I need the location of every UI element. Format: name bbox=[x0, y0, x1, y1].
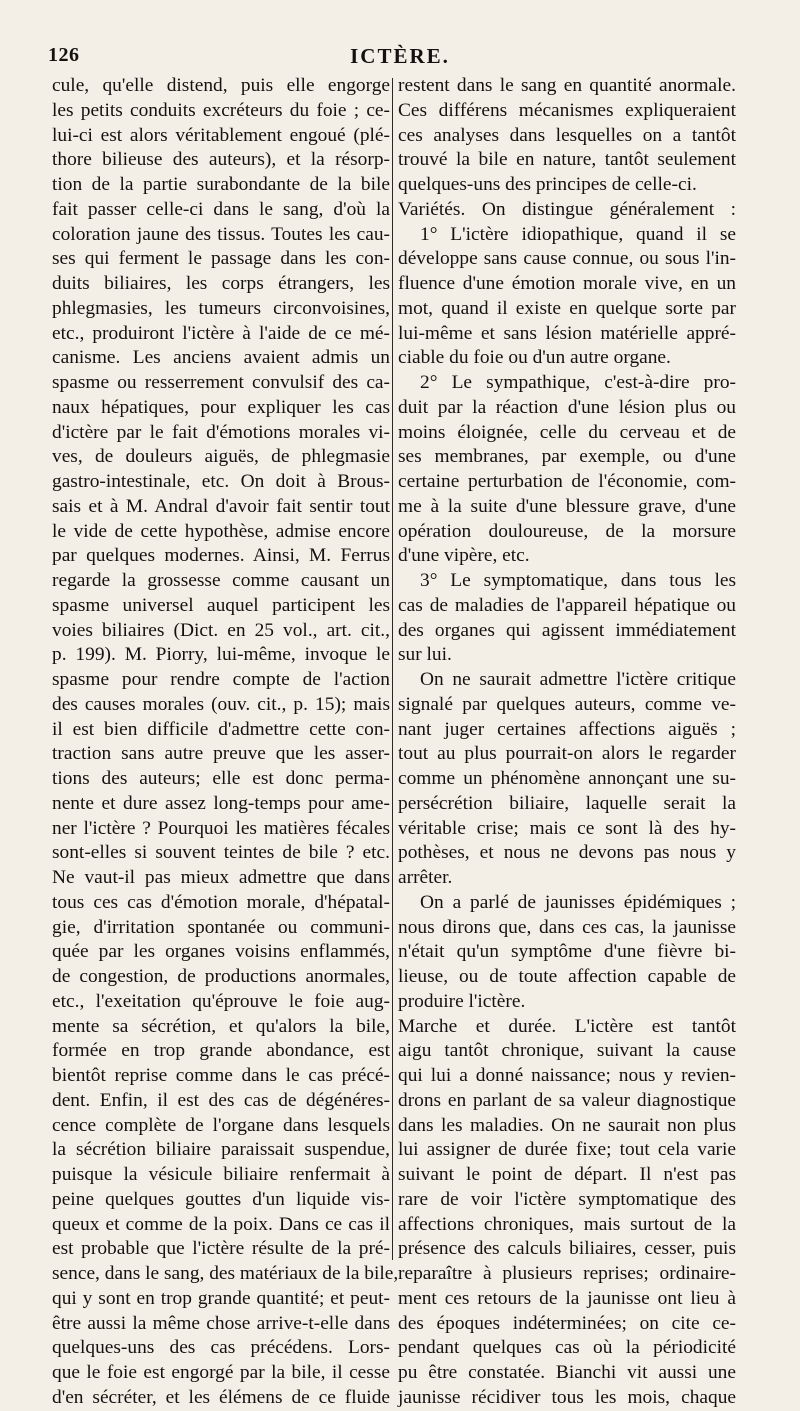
text-line: lui-même et sans lésion matérielle appré- bbox=[398, 322, 736, 344]
text-line: être aussi la même chose arrive-t-elle dans bbox=[52, 1312, 390, 1334]
text-line: quelques-uns des principes de celle-ci. bbox=[398, 174, 697, 195]
text-line: tous ces cas d'émotion morale, d'hépatal- bbox=[52, 891, 390, 913]
text-line: tions des auteurs; elle est donc perma- bbox=[52, 768, 390, 789]
text-line: coloration jaune des tissus. Toutes les cau- bbox=[52, 223, 390, 245]
text-line: etc., l'exeitation qu'éprouve le foie aug- bbox=[52, 990, 390, 1012]
text-line: sais et à M. Andral d'avoir fait sentir tout bbox=[52, 495, 390, 517]
text-line: que le foie est engorgé par la bile, il cesse bbox=[52, 1362, 390, 1383]
text-line: regarde la grossesse comme causant un bbox=[52, 570, 390, 591]
page-number: 126 bbox=[48, 44, 80, 66]
text-line: gastro-intestinale, etc. On doit à Brous- bbox=[52, 471, 390, 492]
text-line: ves, de douleurs aiguës, de phlegmasie bbox=[52, 446, 390, 468]
text-line: nant juger certaines affections aiguës ; bbox=[398, 718, 736, 740]
text-line: On a parlé de jaunisses épidémiques ; bbox=[420, 891, 736, 913]
text-line: duits biliaires, les corps étrangers, les bbox=[52, 273, 390, 294]
text-line: comme un phénomène annonçant une su- bbox=[398, 768, 736, 789]
text-line: lui-ci est alors véritablement engoué (plé- bbox=[52, 124, 390, 146]
text-line: etc., produiront l'ictère à l'aide de ce mé- bbox=[52, 322, 390, 344]
text-line: mot, quand il existe en quelque sorte par bbox=[398, 297, 736, 319]
text-line: présence des calculs biliaires, cesser, puis bbox=[398, 1238, 736, 1260]
text-line: la sécrétion biliaire paraissait suspendue, bbox=[52, 1139, 390, 1161]
text-line: des organes qui agissent immédiatement bbox=[398, 619, 736, 641]
text-line: arrêter. bbox=[398, 867, 453, 888]
text-line: les petits conduits excréteurs du foie ; ce- bbox=[52, 99, 390, 121]
text-line: spasme ou resserrement convulsif des ca- bbox=[52, 372, 390, 393]
text-line: des époques indéterminées; on cite ce- bbox=[398, 1312, 736, 1334]
text-line: 2° Le sympathique, c'est-à-dire pro- bbox=[420, 372, 736, 393]
text-line: duit par la réaction d'une lésion plus ou bbox=[398, 396, 736, 418]
text-line: certaine perturbation de l'économie, com- bbox=[398, 471, 736, 492]
text-line: d'ictère par le fait d'émotions morales vi- bbox=[52, 421, 390, 443]
text-line: véritable crise; mais ce sont là des hy- bbox=[398, 817, 736, 839]
text-line: reparaître à plusieurs reprises; ordinaire- bbox=[398, 1263, 736, 1284]
text-line: jaunisse récidiver tous les mois, chaque bbox=[398, 1386, 736, 1408]
text-line: thore bilieuse des auteurs), et la résorp- bbox=[52, 149, 390, 171]
text-line: sur lui. bbox=[398, 644, 452, 666]
text-line: persécrétion biliaire, laquelle serait la bbox=[398, 792, 736, 814]
text-line: opération douloureuse, de la morsure bbox=[398, 520, 736, 542]
text-line: naux hépatiques, pour expliquer les cas bbox=[52, 396, 390, 418]
text-line: quée par les organes voisins enflammés, bbox=[52, 941, 390, 963]
text-line: cas de maladies de l'appareil hépatique ou bbox=[398, 594, 736, 616]
text-line: pu être constatée. Bianchi vit aussi une bbox=[398, 1362, 736, 1383]
text-line: formée en trop grande abondance, est bbox=[52, 1040, 390, 1062]
text-line: lieuse, ou de toute affection capable de bbox=[398, 966, 736, 987]
text-line: On ne saurait admettre l'ictère critique bbox=[420, 669, 736, 690]
text-line: pendant quelques cas où la périodicité bbox=[398, 1337, 736, 1359]
text-line: peine quelques gouttes d'un liquide vis- bbox=[52, 1188, 390, 1210]
text-line: nous dirons que, dans ces cas, la jaunisse bbox=[398, 916, 736, 938]
text-line: de congestion, de productions anormales, bbox=[52, 966, 390, 987]
text-line: ses qui ferment le passage dans les con- bbox=[52, 248, 390, 270]
column-divider bbox=[392, 78, 393, 1260]
text-line: 3° Le symptomatique, dans tous les bbox=[420, 570, 736, 591]
text-line: quelques-uns des cas précédens. Lors- bbox=[52, 1337, 390, 1359]
text-line: le vide de cette hypothèse, admise encore bbox=[52, 520, 390, 542]
text-line: des causes morales (ouv. cit., p. 15); mais bbox=[52, 693, 390, 715]
text-line: gie, d'irritation spontanée ou communi- bbox=[52, 916, 390, 938]
text-line: moins éloignée, celle du cerveau et de bbox=[398, 421, 736, 443]
text-line: canisme. Les anciens avaient admis un bbox=[52, 347, 390, 369]
text-line: est probable que l'ictère résulte de la pré- bbox=[52, 1238, 390, 1260]
text-line: développe sans cause connue, ou sous l'in- bbox=[398, 248, 736, 270]
text-line: queux et comme de la poix. Dans ce cas il bbox=[52, 1213, 390, 1235]
text-line: bientôt reprise comme dans le cas précé- bbox=[52, 1065, 390, 1086]
text-line: qui y sont en trop grande quantité; et peut- bbox=[52, 1287, 390, 1309]
text-line: d'une vipère, etc. bbox=[398, 545, 530, 567]
text-line: tion de la partie surabondante de la bile bbox=[52, 174, 390, 195]
text-line: p. 199). M. Piorry, lui-même, invoque le bbox=[52, 644, 390, 666]
text-line: Variétés. On distingue généralement : bbox=[398, 198, 736, 220]
right-column bbox=[398, 74, 736, 1411]
text-line: rare de voir l'ictère symptomatique des bbox=[398, 1188, 736, 1210]
text-line: par quelques modernes. Ainsi, M. Ferrus bbox=[52, 545, 390, 567]
text-line: cence complète de l'organe dans lesquels bbox=[52, 1114, 390, 1136]
text-line: il est bien difficile d'admettre cette con- bbox=[52, 718, 390, 740]
text-line: affections chroniques, mais surtout de la bbox=[398, 1213, 736, 1235]
text-line: voies biliaires (Dict. en 25 vol., art. cit., bbox=[52, 619, 390, 641]
text-line: d'en sécréter, et les élémens de ce fluide bbox=[52, 1386, 390, 1408]
text-line: dans les maladies. On ne saurait non plus bbox=[398, 1114, 736, 1136]
running-title: ICTÈRE. bbox=[350, 44, 450, 68]
text-line: nente et dure assez long-temps pour ame- bbox=[52, 792, 390, 814]
left-column bbox=[52, 74, 399, 1411]
text-line: tout au plus pourrait-on alors le regarder bbox=[398, 743, 736, 765]
text-line: pothèses, et nous ne devons pas nous y bbox=[398, 842, 736, 864]
text-line: spasme universel auquel participent les bbox=[52, 594, 390, 616]
text-line: traction sans autre preuve que les asser- bbox=[52, 743, 390, 765]
text-line: Ces différens mécanismes expliqueraient bbox=[398, 99, 736, 121]
text-line: puisque la vésicule biliaire renfermait à bbox=[52, 1164, 390, 1185]
text-line: restent dans le sang en quantité anormale. bbox=[398, 75, 736, 96]
text-line: qui lui a donné naissance; nous y revien- bbox=[398, 1065, 736, 1086]
text-line: ciable du foie ou d'un autre organe. bbox=[398, 347, 671, 369]
text-line: produire l'ictère. bbox=[398, 990, 526, 1012]
text-line: mente sa sécrétion, et qu'alors la bile, bbox=[52, 1015, 390, 1037]
text-line: fluence d'une émotion morale vive, en un bbox=[398, 273, 736, 294]
text-line: ner l'ictère ? Pourquoi les matières fécales bbox=[52, 817, 390, 839]
text-line: signalé par quelques auteurs, comme ve- bbox=[398, 693, 736, 715]
text-line: ses membranes, par exemple, ou d'une bbox=[398, 446, 736, 468]
page-header bbox=[0, 44, 800, 72]
text-line: sence, dans le sang, des matériaux de la bile, bbox=[52, 1263, 399, 1284]
text-line: spasme pour rendre compte de l'action bbox=[52, 669, 390, 690]
text-line: fait passer celle-ci dans le sang, d'où la bbox=[52, 198, 390, 220]
text-line: suivant le point de départ. Il n'est pas bbox=[398, 1164, 736, 1185]
text-line: cule, qu'elle distend, puis elle engorge bbox=[52, 75, 390, 96]
text-line: aigu tantôt chronique, suivant la cause bbox=[398, 1040, 736, 1062]
text-line: drons en parlant de sa valeur diagnostique bbox=[398, 1089, 736, 1111]
text-line: me à la suite d'une blessure grave, d'une bbox=[398, 495, 736, 517]
text-line: Ne vaut-il pas mieux admettre que dans bbox=[52, 867, 390, 888]
text-line: trouvé la bile en nature, tantôt seulement bbox=[398, 149, 736, 171]
text-line: lui assigner de durée fixe; tout cela varie bbox=[398, 1139, 736, 1161]
text-line: sont-elles si souvent teintes de bile ? etc. bbox=[52, 842, 390, 864]
text-line: dent. Enfin, il est des cas de dégénéres- bbox=[52, 1089, 390, 1111]
text-line: ment ces retours de la jaunisse ont lieu à bbox=[398, 1287, 736, 1309]
text-line: n'était qu'un symptôme d'une fièvre bi- bbox=[398, 941, 736, 963]
text-line: ces analyses dans lesquelles on a tantôt bbox=[398, 124, 736, 146]
text-line: phlegmasies, les tumeurs circonvoisines, bbox=[52, 297, 390, 319]
text-line: Marche et durée. L'ictère est tantôt bbox=[398, 1015, 736, 1037]
text-line: 1° L'ictère idiopathique, quand il se bbox=[420, 223, 736, 245]
